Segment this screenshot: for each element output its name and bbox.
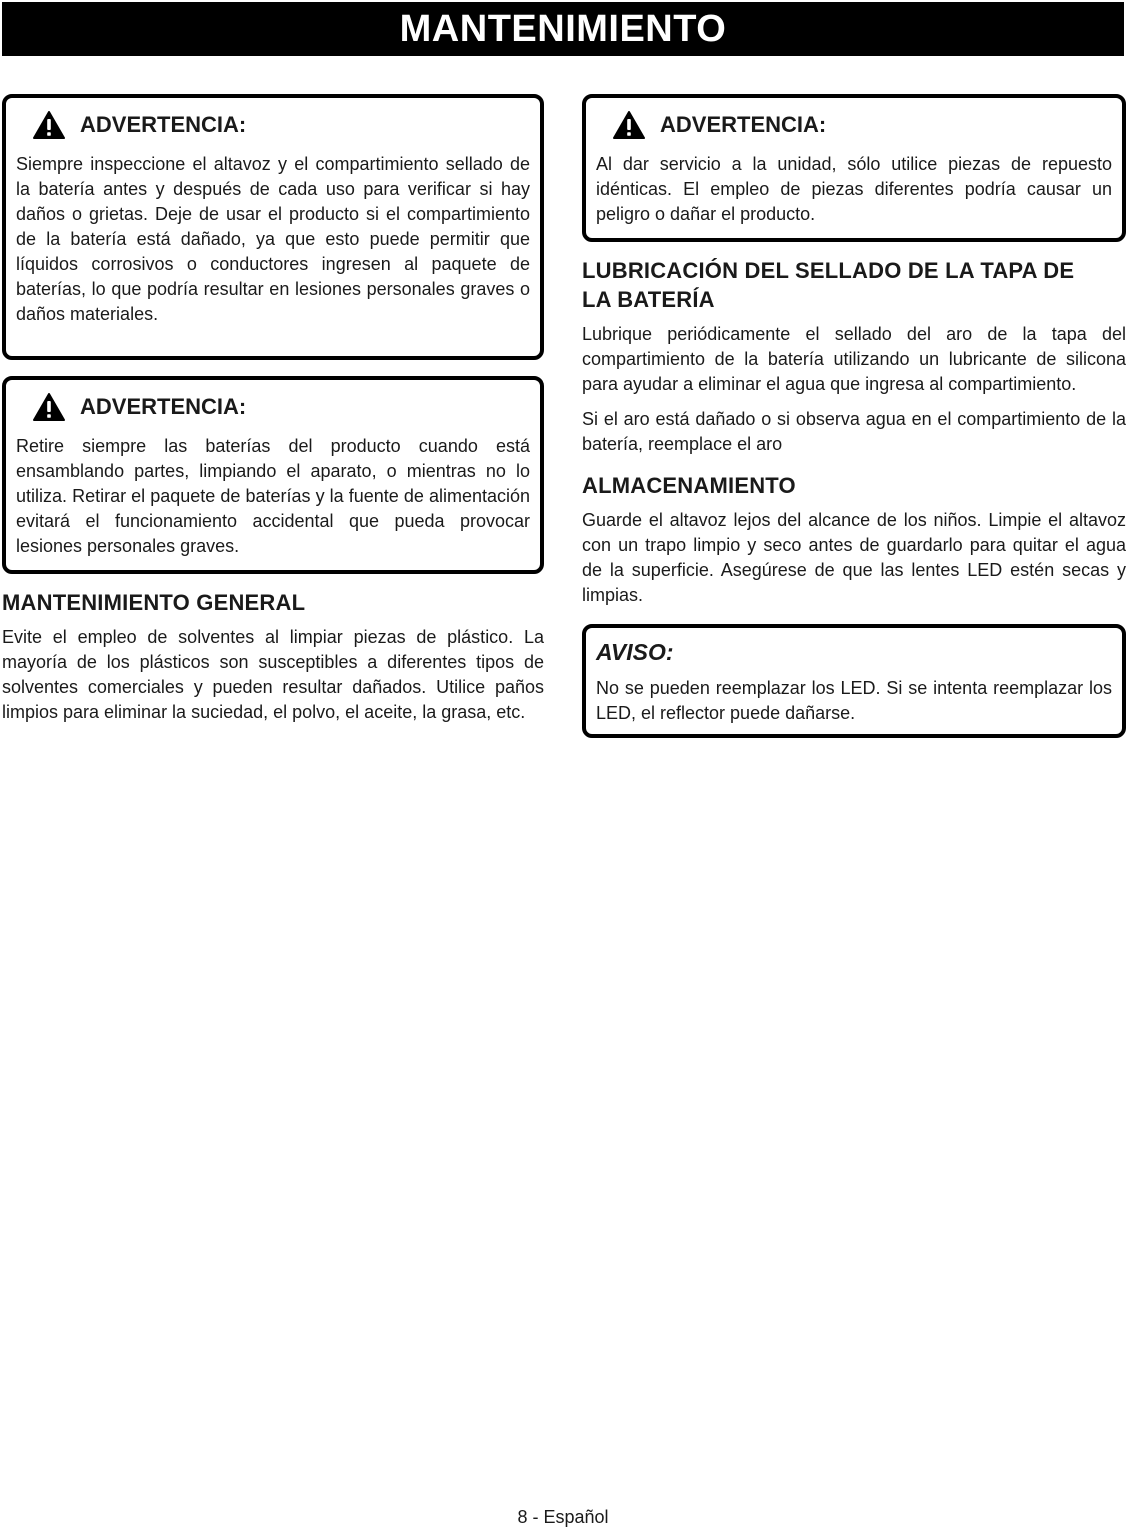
page-title-banner [2, 2, 1124, 56]
warning-header [32, 110, 530, 140]
warning-triangle-icon [32, 110, 66, 140]
notice-text: No se pueden reemplazar los LED. Si se intenta reemplazar los LED, el reflector puede dañarse. [596, 678, 1112, 723]
storage-text: Guarde el altavoz lejos del alcance de los niños. Limpie el altavoz con un trapo limpio y seco antes de guardarlo para quitar el agua de la superficie. Asegúrese de que las lentes LED estén secas y limpias. [582, 510, 1126, 605]
left-column [2, 94, 544, 735]
right-column [582, 94, 1126, 738]
warning-header [612, 110, 1112, 140]
section-heading-general-maintenance: MANTENIMIENTO GENERAL [2, 590, 306, 615]
warning-box-replacement-parts [582, 94, 1126, 242]
warning-title: ADVERTENCIA: [80, 112, 247, 137]
lubrication-text-2: Si el aro está dañado o si observa agua en el compartimiento de la batería, reemplace el aro [582, 409, 1126, 454]
warning-text: Retire siempre las baterías del producto cuando está ensamblando partes, limpiando el aparato, o mientras no lo utiliza. Retirar el paquete de baterías y la fuente de alimentación evitará el funcionamiento accidental que pueda provocar lesiones personales graves. [16, 436, 530, 556]
warning-title: ADVERTENCIA: [80, 394, 247, 419]
section-heading-seal-lubrication: LUBRICACIÓN DEL SELLADO DE LA TAPA DE LA BATERÍA [582, 258, 1075, 312]
general-maintenance-text: Evite el empleo de solventes al limpiar piezas de plástico. La mayoría de los plásticos son susceptibles a diferentes tipos de solventes comerciales y pueden resultar dañados. Utilice paños limpios para eliminar la suciedad, el polvo, el aceite, la grasa, etc. [2, 627, 544, 722]
warning-triangle-icon [612, 110, 646, 140]
page-title: MANTENIMIENTO [399, 8, 727, 50]
warning-triangle-icon [32, 392, 66, 422]
section-heading-storage: ALMACENAMIENTO [582, 473, 796, 498]
page-footer [0, 1505, 1126, 1529]
notice-title: AVISO: [596, 639, 674, 665]
notice-box [582, 624, 1126, 738]
warning-text: Siempre inspeccione el altavoz y el compartimiento sellado de la batería antes y después de cada uso para verificar si hay daños o grietas. Deje de usar el producto si el compartimiento de la batería está dañado, ya que esto puede permitir que líquidos corrosivos o conductores ingresen al paquete de baterías, lo que podría resultar en lesiones personales graves o daños materiales. [16, 154, 530, 324]
warning-box-remove-batteries [2, 376, 544, 574]
warning-title: ADVERTENCIA: [660, 112, 827, 137]
lubrication-text-1: Lubrique periódicamente el sellado del aro de la tapa del compartimiento de la batería utilizando un lubricante de silicona para ayudar a eliminar el agua que ingresa al compartimiento. [582, 324, 1126, 394]
warning-box-inspection [2, 94, 544, 360]
warning-header [32, 392, 530, 422]
page-number: 8 - Español [517, 1507, 609, 1527]
warning-text: Al dar servicio a la unidad, sólo utilice piezas de repuesto idénticas. El empleo de piezas diferentes podría causar un peligro o dañar el producto. [596, 154, 1112, 224]
